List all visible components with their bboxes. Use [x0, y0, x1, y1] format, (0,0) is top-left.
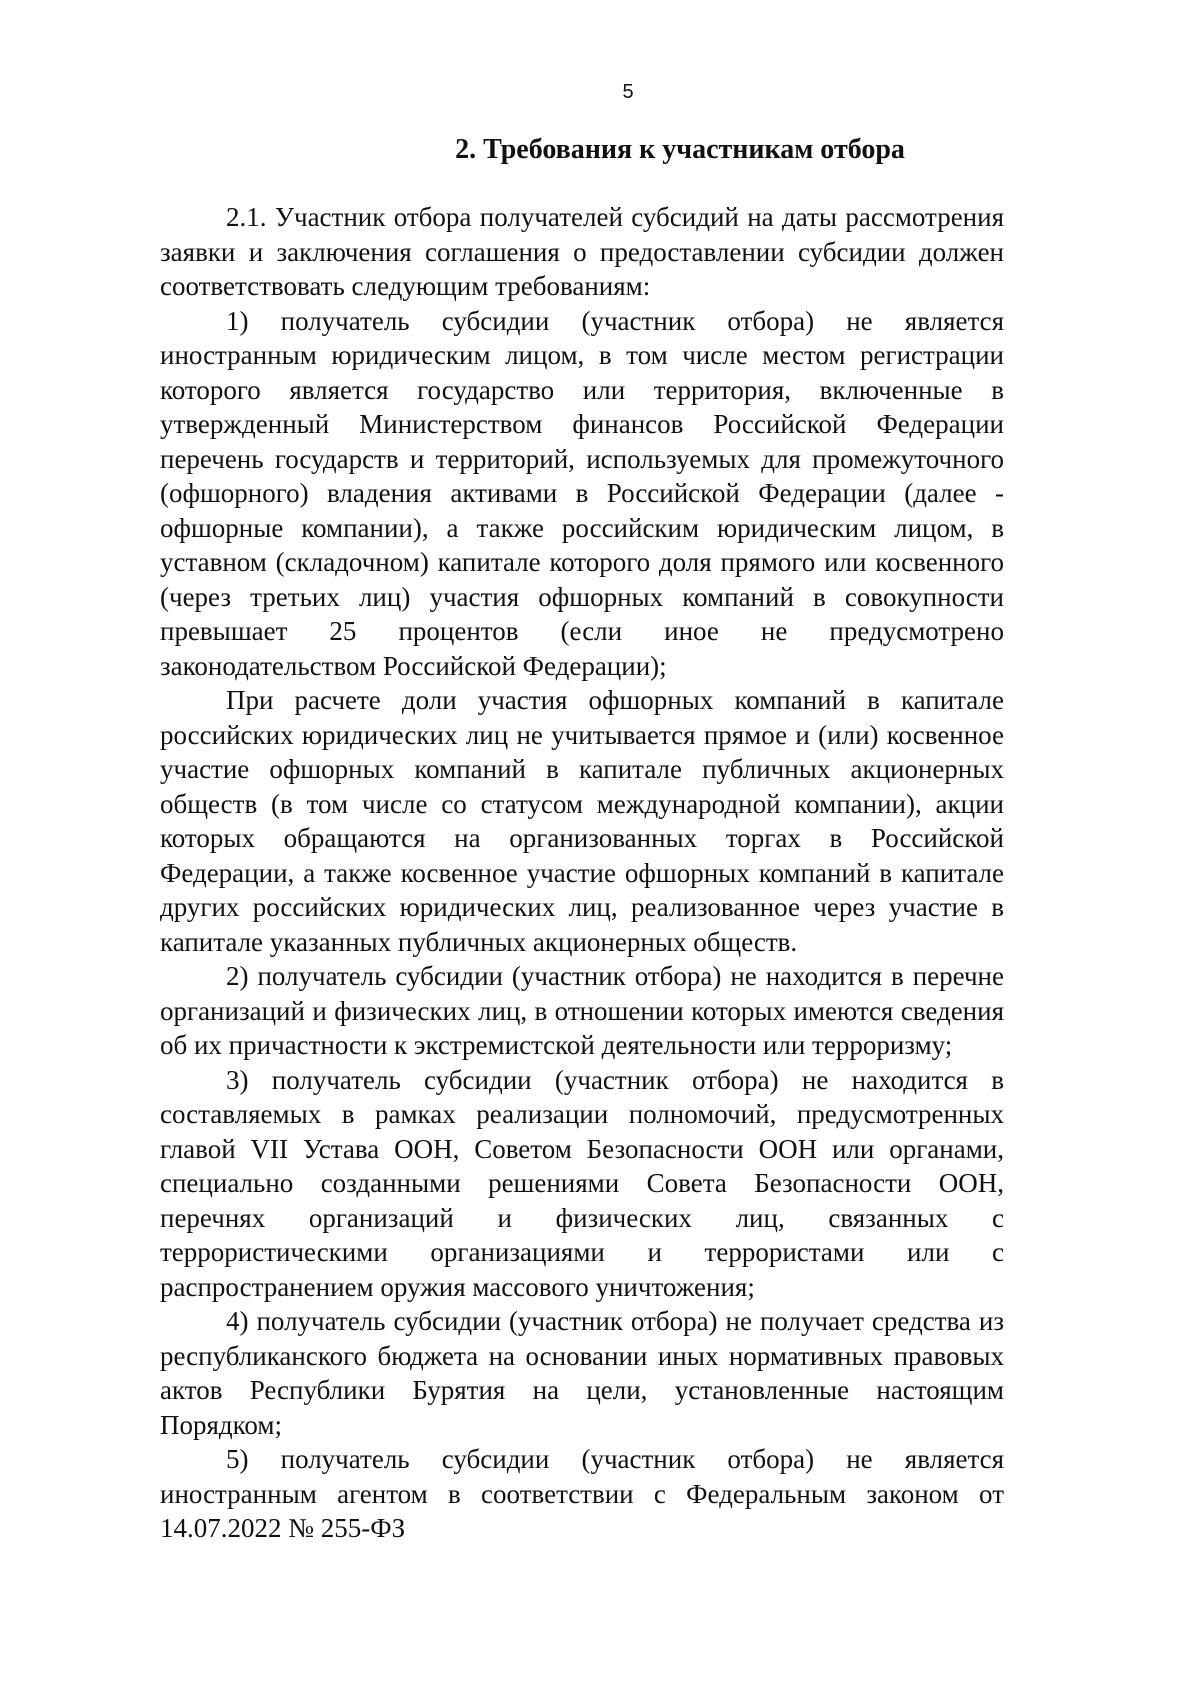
paragraph-requirement-3: 3) получатель субсидии (участник отбора) не находится в составляемых в рамках реализации полномочий, предусмотренных главой VII Устава ООН, Советом Безопасности ООН или органами, специально созданными решениями Совета Безопасности ООН, перечнях организаций и физических лиц, связанных с террористическими организациями и террористами или с распространением оружия массового уничтожения; — [160, 1064, 1004, 1302]
paragraph-requirement-1: 1) получатель субсидии (участник отбора) не является иностранным юридическим лицом, в том числе местом регистрации которого является государство или территория, включенные в утвержденный Министерством финансов Российской Федерации перечень государств и территорий, используемых для промежуточного (офшорного) владения активами в Российской Федерации (далее - офшорные компании), а также российским юридическим лицом, в уставном (складочном) капитале которого доля прямого или косвенного (через третьих лиц) участия офшорных компаний в совокупности превышает 25 процентов (если иное не предусмотрено законодательством Российской Федерации); — [160, 305, 1004, 681]
paragraph-requirement-5: 5) получатель субсидии (участник отбора) не является иностранным агентом в соответствии с Федеральным законом от 14.07.2022 № 255-ФЗ — [160, 1444, 1004, 1543]
section-title: 2. Требования к участникам отбора — [455, 134, 905, 165]
page-number: 5 — [622, 81, 634, 103]
paragraph-offshore-calculation: При расчете доли участия офшорных компаний в капитале российских юридических лиц не учитывается прямое и (или) косвенное участие офшорных компаний в капитале публичных акционерных обществ (в том числе со статусом международной компании), акции которых обращаются на организованных торгах в Российской Федерации, а также косвенное участие офшорных компаний в капитале других российских юридических лиц, реализованное через участие в капитале указанных публичных акционерных обществ. — [160, 685, 1004, 957]
paragraph-requirement-2: 2) получатель субсидии (участник отбора) не находится в перечне организаций и физических лиц, в отношении которых имеются сведения об их причастности к экстремистской деятельности или терроризму; — [160, 961, 1004, 1060]
paragraph-2-1: 2.1. Участник отбора получателей субсидий на даты рассмотрения заявки и заключения соглашения о предоставлении субсидии должен соответствовать следующим требованиям: — [160, 202, 1004, 301]
paragraph-requirement-4: 4) получатель субсидии (участник отбора) не получает средства из республиканского бюджета на основании иных нормативных правовых актов Республики Бурятия на цели, установленные настоящим Порядком; — [160, 1306, 1004, 1440]
document-body — [160, 200, 1004, 1546]
